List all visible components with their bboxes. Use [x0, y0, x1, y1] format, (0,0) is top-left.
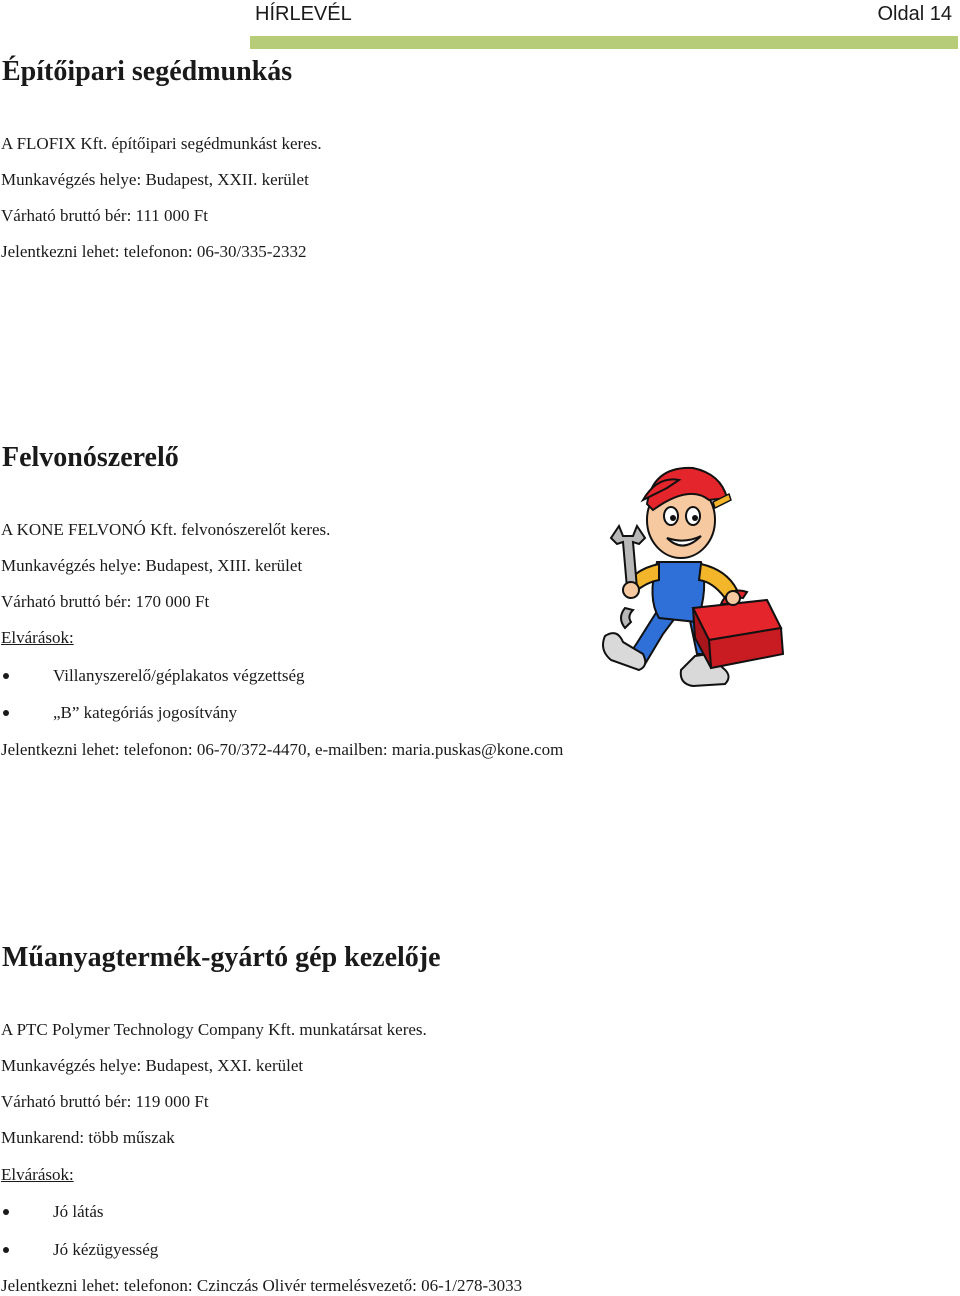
- bullet-icon: [3, 1209, 9, 1215]
- job2-line: Várható bruttó bér: 170 000 Ft: [1, 592, 210, 611]
- header-bar: [250, 36, 958, 49]
- job1-line: Várható bruttó bér: 111 000 Ft: [1, 206, 208, 225]
- bullet-icon: [3, 673, 9, 679]
- job3-line: Munkarend: több műszak: [1, 1128, 175, 1147]
- job3-contact: Jelentkezni lehet: telefonon: Czinczás Olivér termelésvezető: 06-1/278-3033: [1, 1276, 523, 1295]
- bullet-icon: [3, 710, 9, 716]
- repairman-icon: [597, 458, 785, 694]
- job-title-plastic-machine-operator: Műanyagtermék-gyártó gép kezelője: [2, 942, 441, 973]
- job1-line: Munkavégzés helye: Budapest, XXII. kerület: [1, 170, 309, 189]
- list-item-text: „B” kategóriás jogosítvány: [53, 703, 238, 722]
- job2-contact: Jelentkezni lehet: telefonon: 06-70/372-4470, e-mailben: maria.puskas@kone.com: [1, 740, 564, 759]
- job3-line: Munkavégzés helye: Budapest, XXI. kerület: [1, 1056, 304, 1075]
- job1-line: A FLOFIX Kft. építőipari segédmunkást keres.: [1, 134, 322, 153]
- job3-line: A PTC Polymer Technology Company Kft. munkatársat keres.: [1, 1020, 427, 1039]
- newsletter-title: HÍRLEVÉL: [255, 3, 352, 25]
- bullet-icon: [3, 1247, 9, 1253]
- page-header: [250, 0, 958, 50]
- job2-line: Munkavégzés helye: Budapest, XIII. kerület: [1, 556, 303, 575]
- job1-contact: Jelentkezni lehet: telefonon: 06-30/335-2332: [1, 242, 307, 261]
- job3-line: Várható bruttó bér: 119 000 Ft: [1, 1092, 209, 1111]
- list-item-text: Villanyszerelő/géplakatos végzettség: [53, 666, 305, 685]
- list-item-text: Jó kézügyesség: [53, 1240, 159, 1259]
- job2-requirements-label: Elvárások:: [1, 628, 74, 647]
- list-item-text: Jó látás: [53, 1202, 104, 1221]
- job3-requirements-label: Elvárások:: [1, 1165, 74, 1184]
- job-title-construction-helper: Építőipari segédmunkás: [2, 56, 293, 87]
- job-title-elevator-technician: Felvonószerelő: [2, 442, 179, 473]
- job2-line: A KONE FELVONÓ Kft. felvonószerelőt keres.: [1, 520, 331, 539]
- page-number: Oldal 14: [877, 3, 952, 25]
